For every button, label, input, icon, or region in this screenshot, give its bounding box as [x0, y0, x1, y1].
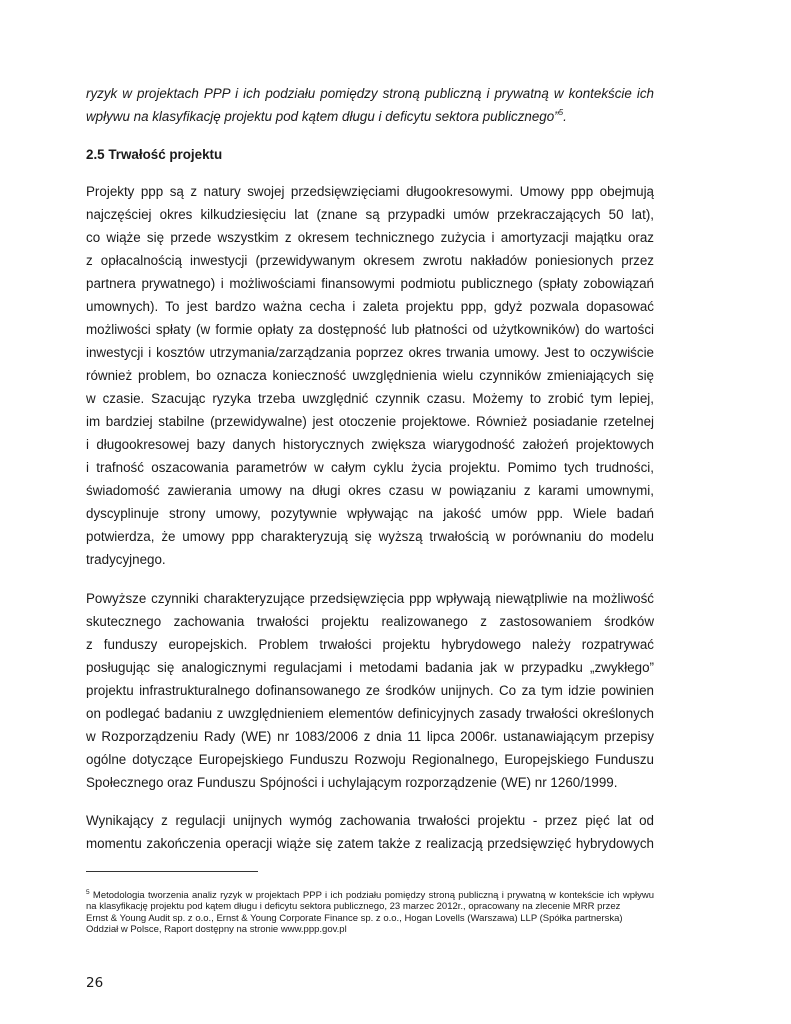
- footnote-line: Oddział w Polsce, Raport dostępny na stronie www.ppp.gov.pl: [86, 924, 347, 936]
- paragraph-line: on podlegać badaniu z uwzględnieniem elementów definicyjnych zasady trwałości określonych: [86, 706, 654, 721]
- paragraph-line: dyscyplinuje strony umowy, pozytywnie wpływając na jakość umów ppp. Wiele badań: [86, 506, 654, 521]
- paragraph-line: Wynikający z regulacji unijnych wymóg zachowania trwałości projektu - przez pięć lat od: [86, 813, 654, 828]
- paragraph-line: z opłacalnością inwestycji (przewidywanym okresem zwrotu nakładów poniesionych przez: [86, 253, 654, 268]
- paragraph-line: inwestycji i kosztów utrzymania/zarządzania poprzez okres trwania umowy. Jest to oczywiście: [86, 345, 654, 360]
- paragraph-line: co wiąże się przede wszystkim z okresem technicznego zużycia i amortyzacji majątku oraz: [86, 230, 654, 245]
- paragraph-line: również problem, bo oznacza konieczność uwzględnienia wielu czynników zmieniających się: [86, 368, 654, 383]
- paragraph-eu-funds: [86, 587, 654, 794]
- paragraph-durability-intro: [86, 180, 654, 571]
- paragraph-line: w czasie. Szacując ryzyka trzeba uwzględnić czynnik czasu. Możemy to zrobić tym lepiej,: [86, 391, 654, 406]
- footnote-separator: [86, 871, 258, 872]
- paragraph-line: możliwości spłaty (w formie opłaty za dostępność lub płatności od użytkowników) do wartości: [86, 322, 654, 337]
- paragraph-eu-requirement: [86, 809, 654, 855]
- intro-text: [86, 82, 654, 128]
- footnote: [86, 890, 654, 936]
- intro-line: ryzyk w projektach PPP i ich podziału pomiędzy stroną publiczną i prywatną w kontekście ich: [86, 86, 654, 101]
- paragraph-line: i długookresowej bazy danych historycznych zwiększa wiarygodność założeń projektowych: [86, 437, 654, 452]
- paragraph-line: posługując się analogicznymi regulacjami i metodami badania jak w przypadku „zwykłego”: [86, 660, 654, 675]
- paragraph-line: projektu infrastrukturalnego dofinansowanego ze środków unijnych. Co za tym idzie powinien: [86, 683, 654, 698]
- footnote-line: Ernst & Young Audit sp. z o.o., Ernst & Young Corporate Finance sp. z o.o., Hogan Lovells (Warszawa) LLP (Spółka partnerska): [86, 912, 623, 924]
- paragraph-line: skutecznego zachowania trwałości projektu realizowanego z zastosowaniem środków: [86, 614, 654, 629]
- intro-line: wpływu na klasyfikację projektu pod kątem długu i deficytu sektora publicznego”$^5$.: [86, 108, 567, 124]
- paragraph-line: i trafność oszacowania parametrów w całym cyklu życia projektu. Pomimo tych trudności,: [86, 460, 654, 475]
- paragraph-line: potwierdza, że umowy ppp charakteryzują się wyższą trwałością w porównaniu do modelu: [86, 529, 654, 544]
- paragraph-line: ogólne dotyczące Europejskiego Funduszu Rozwoju Regionalnego, Europejskiego Funduszu: [86, 752, 654, 767]
- paragraph-line: partnera prywatnego) i możliwościami finansowymi podmiotu publicznego (spłaty zobowiązań: [86, 276, 654, 291]
- paragraph-line: tradycyjnego.: [86, 552, 166, 567]
- footnote-line: na klasyfikację projektu pod kątem długu i deficytu sektora publicznego, 23 marzec 2012r., opracowany na zlecenie MRR przez: [86, 901, 621, 913]
- section-heading: 2.5 Trwałość projektu: [86, 147, 223, 162]
- footnote-line: $^5$ Metodologia tworzenia analiz ryzyk w projektach PPP i ich podziału pomiędzy stroną publiczną i prywatną w kontekście ich wpływu: [86, 889, 654, 901]
- paragraph-line: Społecznego oraz Funduszu Spójności i uchylającym rozporządzenie (WE) nr 1260/1999.: [86, 775, 618, 790]
- paragraph-line: z funduszy europejskich. Problem trwałości projektu hybrydowego należy rozpatrywać: [86, 637, 654, 652]
- paragraph-line: w Rozporządzeniu Rady (WE) nr 1083/2006 z dnia 11 lipca 2006r. ustanawiającym przepisy: [86, 729, 654, 744]
- paragraph-line: świadomość zawierania umowy na długi okres czasu w powiązaniu z karami umownymi,: [86, 483, 654, 498]
- footnote-number: 5: [86, 889, 90, 896]
- paragraph-line: momentu zakończenia operacji wiąże się zatem także z realizacją przedsięwzięć hybrydowych: [86, 836, 654, 851]
- paragraph-line: umownych). To jest bardzo ważna cecha i zaleta projektu ppp, gdyż pozwala dopasować: [86, 299, 654, 314]
- paragraph-line: najczęściej okres kilkudziesięciu lat (znane są przypadki umów przekraczających 50 lat),: [86, 207, 654, 222]
- footnote-reference[interactable]: 5: [558, 108, 564, 117]
- paragraph-line: Projekty ppp są z natury swojej przedsięwzięciami długookresowymi. Umowy ppp obejmują: [86, 184, 654, 199]
- paragraph-line: Powyższe czynniki charakteryzujące przedsięwzięcia ppp wpływają niewątpliwie na możliwość: [86, 591, 654, 606]
- page-number: 26: [86, 975, 104, 991]
- paragraph-line: im bardziej stabilne (przewidywalne) jest otoczenie projektowe. Również posiadanie rzetelnej: [86, 414, 654, 429]
